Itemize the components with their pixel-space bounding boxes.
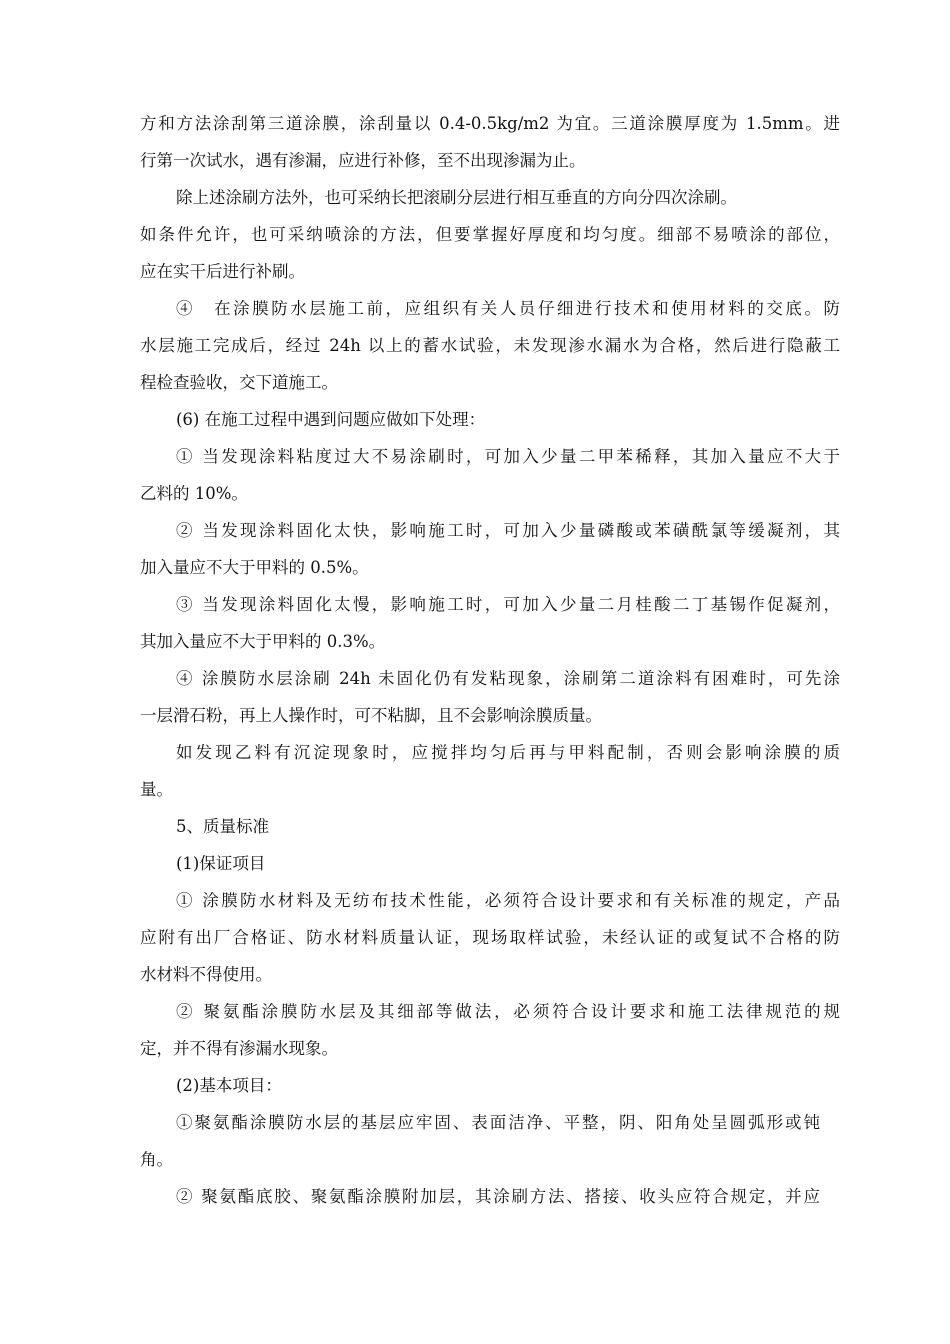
text-line-25: ② 聚氨酯涂膜防水层及其细部等做法，必须符合设计要求和施工法律规范的规 xyxy=(176,1002,840,1021)
text-line-8: 程检查验收，交下道施工。 xyxy=(140,373,338,392)
text-line-23: 应附有出厂合格证、防水材料质量认证，现场取样试验，未经认证的或复试不合格的防 xyxy=(140,928,840,947)
text-line-28: ①聚氨酯涂膜防水层的基层应牢固、表面洁净、平整，阴、阳角处呈圆弧形或钝 xyxy=(176,1113,820,1132)
text-line-29: 角。 xyxy=(140,1150,173,1169)
text-line-4: 如条件允许，也可采纳喷涂的方法，但要掌握好厚度和均匀度。细部不易喷涂的部位， xyxy=(140,225,840,244)
text-line-9: (6) 在施工过程中遇到问题应做如下处理： xyxy=(176,410,486,429)
text-line-15: 其加入量应不大于甲料的 0.3%。 xyxy=(140,632,386,651)
text-line-30: ② 聚氨酯底胶、聚氨酯涂膜附加层，其涂刷方法、搭接、收头应符合规定，并应 xyxy=(176,1187,820,1206)
text-line-6: ④ 在涂膜防水层施工前，应组织有关人员仔细进行技术和使用材料的交底。防 xyxy=(176,299,840,318)
text-line-5: 应在实干后进行补刷。 xyxy=(140,262,305,281)
text-line-19: 量。 xyxy=(140,780,173,799)
text-line-1: 方和方法涂刮第三道涂膜，涂刮量以 0.4-0.5kg/m2 为宜。三道涂膜厚度为 1.5mm。进 xyxy=(140,114,840,133)
text-line-16: ④ 涂膜防水层涂刷 24h 未固化仍有发粘现象，涂刷第二道涂料有困难时，可先涂 xyxy=(176,669,840,688)
text-line-12: ② 当发现涂料固化太快，影响施工时，可加入少量磷酸或苯磺酰氯等缓凝剂，其 xyxy=(176,521,840,540)
text-line-3: 除上述涂刷方法外，也可采纳长把滚刷分层进行相互垂直的方向分四次涂刷。 xyxy=(176,188,737,207)
text-line-17: 一层滑石粉，再上人操作时，可不粘脚，且不会影响涂膜质量。 xyxy=(140,706,602,725)
text-line-22: ① 涂膜防水材料及无纺布技术性能，必须符合设计要求和有关标准的规定，产品 xyxy=(176,891,840,910)
text-line-13: 加入量应不大于甲料的 0.5%。 xyxy=(140,558,369,577)
text-line-11: 乙料的 10%。 xyxy=(140,484,248,503)
text-line-26: 定，并不得有渗漏水现象。 xyxy=(140,1039,338,1058)
section-heading-quality: 5、质量标准 xyxy=(176,817,269,836)
subheading-guarantee-items: (1)保证项目 xyxy=(176,854,266,873)
text-line-7: 水层施工完成后，经过 24h 以上的蓄水试验，未发现渗水漏水为合格，然后进行隐蔽工 xyxy=(140,336,840,355)
text-line-18: 如发现乙料有沉淀现象时，应搅拌均匀后再与甲料配制，否则会影响涂膜的质 xyxy=(176,743,840,762)
text-line-10: ① 当发现涂料粘度过大不易涂刷时，可加入少量二甲苯稀释，其加入量应不大于 xyxy=(176,447,840,466)
text-line-14: ③ 当发现涂料固化太慢，影响施工时，可加入少量二月桂酸二丁基锡作促凝剂， xyxy=(176,595,840,614)
subheading-basic-items: (2)基本项目： xyxy=(176,1076,282,1095)
text-line-2: 行第一次试水，遇有渗漏，应进行补修，至不出现渗漏为止。 xyxy=(140,151,586,170)
text-line-24: 水材料不得使用。 xyxy=(140,965,272,984)
